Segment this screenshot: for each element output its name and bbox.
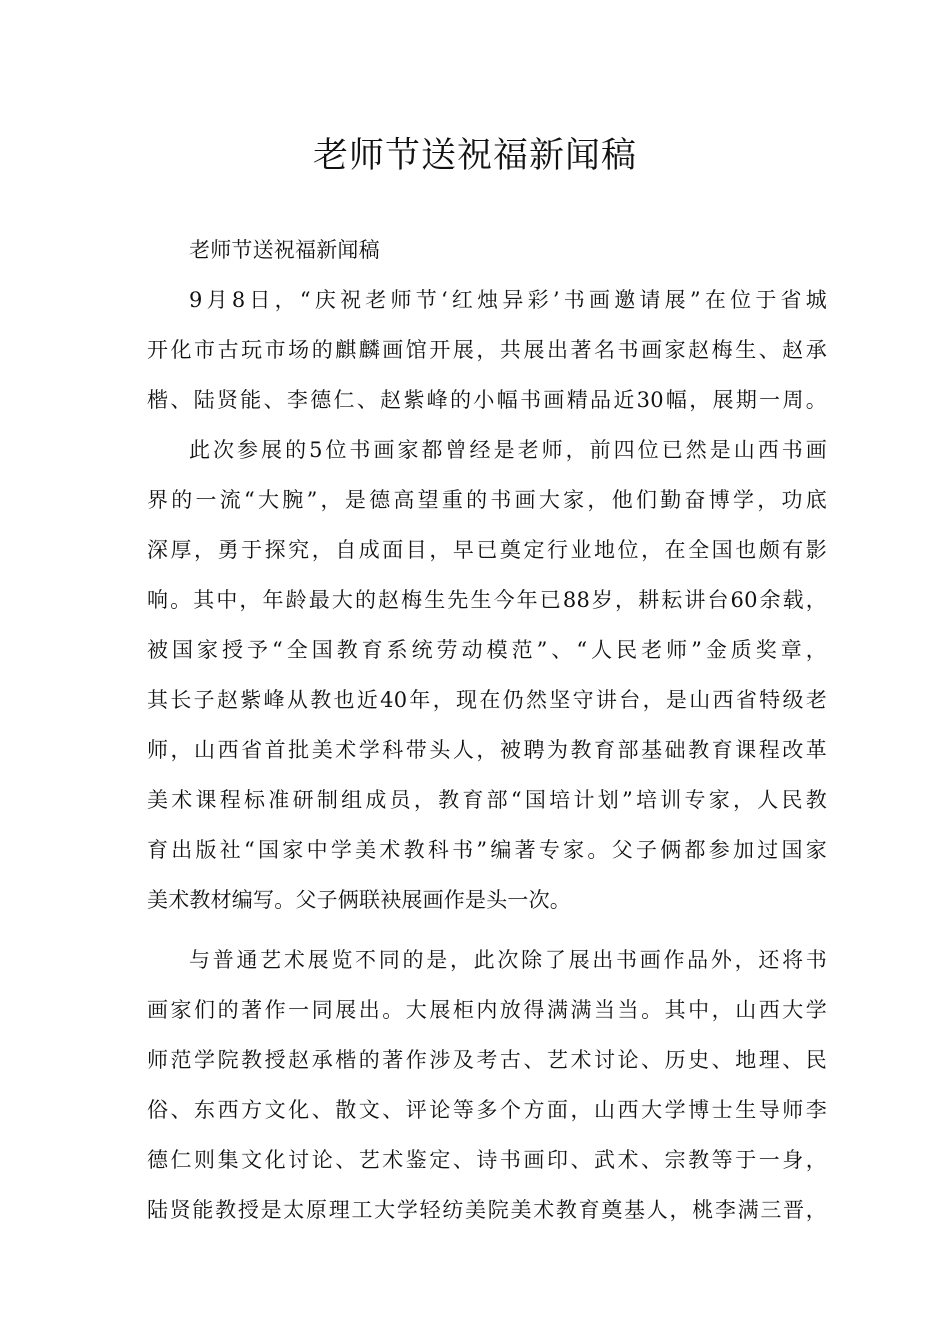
paragraph-2-line-1: 此次参展的5位书画家都曾经是老师，前四位已然是山西书画 (189, 438, 827, 462)
paragraph-1-line-1: 9月8日，“庆祝老师节‘红烛异彩’书画邀请展”在位于省城 (189, 288, 827, 312)
paragraph-3-line-6: 陆贤能教授是太原理工大学轻纺美院美术教育奠基人，桃李满三晋， (147, 1198, 827, 1222)
article-body (147, 232, 827, 1242)
paragraph-3-line-3: 师范学院教授赵承楷的著作涉及考古、艺术讨论、历史、地理、民 (147, 1048, 827, 1072)
paragraph-2-line-4: 响。其中，年龄最大的赵梅生先生今年已88岁，耕耘讲台60余载， (147, 588, 827, 612)
paragraph-2-line-7: 师，山西省首批美术学科带头人，被聘为教育部基础教育课程改革 (147, 738, 827, 762)
paragraph-1-line-3: 楷、陆贤能、李德仁、赵紫峰的小幅书画精品近30幅，展期一周。 (147, 388, 827, 412)
paragraph-2-line-5: 被国家授予“全国教育系统劳动模范”、“人民老师”金质奖章， (147, 638, 827, 662)
paragraph-3-line-2: 画家们的著作一同展出。大展柜内放得满满当当。其中，山西大学 (147, 998, 827, 1022)
page-title: 老师节送祝福新闻稿 (312, 136, 637, 176)
article-subtitle: 老师节送祝福新闻稿 (189, 238, 380, 262)
paragraph-3-line-5: 德仁则集文化讨论、艺术鉴定、诗书画印、武术、宗教等于一身， (147, 1148, 827, 1172)
paragraph-2-line-8: 美术课程标准研制组成员，教育部“国培计划”培训专家，人民教 (147, 788, 827, 812)
paragraph-2-line-6: 其长子赵紫峰从教也近40年，现在仍然坚守讲台，是山西省特级老 (147, 688, 827, 712)
paragraph-2-line-3: 深厚，勇于探究，自成面目，早已奠定行业地位，在全国也颇有影 (147, 538, 827, 562)
paragraph-2-line-2: 界的一流“大腕”，是德高望重的书画大家，他们勤奋博学，功底 (147, 488, 827, 512)
paragraph-2-line-10: 美术教材编写。父子俩联袂展画作是头一次。 (147, 888, 571, 912)
paragraph-3-line-1: 与普通艺术展览不同的是，此次除了展出书画作品外，还将书 (189, 948, 827, 972)
paragraph-3-line-4: 俗、东西方文化、散文、评论等多个方面，山西大学博士生导师李 (147, 1098, 827, 1122)
paragraph-1-line-2: 开化市古玩市场的麒麟画馆开展，共展出著名书画家赵梅生、赵承 (147, 338, 827, 362)
paragraph-2-line-9: 育出版社“国家中学美术教科书”编著专家。父子俩都参加过国家 (147, 838, 827, 862)
